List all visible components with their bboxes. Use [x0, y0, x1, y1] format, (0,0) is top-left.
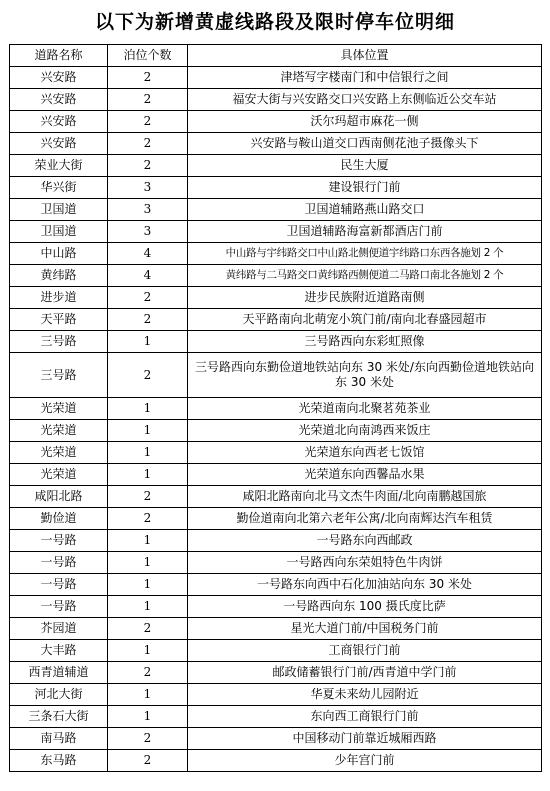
table-row	[10, 706, 542, 728]
road-cell: 一号路	[10, 530, 108, 552]
road-cell: 卫国道	[10, 199, 108, 221]
count-cell: 2	[108, 618, 188, 640]
table-row	[10, 265, 542, 287]
parking-table	[9, 44, 542, 772]
table-row	[10, 750, 542, 772]
location-cell: 东向西工商银行门前	[188, 706, 542, 728]
count-cell: 2	[108, 508, 188, 530]
location-cell: 卫国道辅路海富新都酒店门前	[188, 221, 542, 243]
location-cell: 兴安路与鞍山道交口西南侧花池子摄像头下	[188, 133, 542, 155]
count-cell: 4	[108, 243, 188, 265]
table-row	[10, 89, 542, 111]
count-cell: 1	[108, 420, 188, 442]
table-row	[10, 508, 542, 530]
table-row	[10, 287, 542, 309]
location-cell: 黄纬路与二马路交口黄纬路西侧便道二马路口南北各施划 2 个	[188, 265, 542, 287]
location-cell: 星光大道门前/中国税务门前	[188, 618, 542, 640]
table-row	[10, 618, 542, 640]
location-cell: 一号路西向东荣姐特色牛肉饼	[188, 552, 542, 574]
table-row	[10, 67, 542, 89]
table-row	[10, 133, 542, 155]
count-cell: 1	[108, 596, 188, 618]
road-cell: 芥园道	[10, 618, 108, 640]
count-cell: 1	[108, 331, 188, 353]
table-header-row	[10, 45, 542, 67]
road-cell: 兴安路	[10, 67, 108, 89]
location-cell: 邮政储蓄银行门前/西青道中学门前	[188, 662, 542, 684]
road-cell: 勤俭道	[10, 508, 108, 530]
table-row	[10, 111, 542, 133]
count-cell: 2	[108, 353, 188, 398]
road-cell: 兴安路	[10, 111, 108, 133]
table-row	[10, 155, 542, 177]
location-cell: 民生大厦	[188, 155, 542, 177]
table-row	[10, 221, 542, 243]
table-row	[10, 464, 542, 486]
table-row	[10, 243, 542, 265]
location-cell: 三号路西向东勤俭道地铁站向东 30 米处/东向西勤俭道地铁站向东 30 米处	[188, 353, 542, 398]
table-row	[10, 530, 542, 552]
count-cell: 2	[108, 309, 188, 331]
road-cell: 兴安路	[10, 89, 108, 111]
location-cell: 光荣道北向南鸿西来饭庄	[188, 420, 542, 442]
header-road-name: 道路名称	[10, 45, 108, 67]
count-cell: 2	[108, 155, 188, 177]
road-cell: 光荣道	[10, 442, 108, 464]
table-row	[10, 442, 542, 464]
location-cell: 光荣道南向北聚茗苑茶业	[188, 398, 542, 420]
road-cell: 一号路	[10, 596, 108, 618]
table-row	[10, 420, 542, 442]
location-cell: 工商银行门前	[188, 640, 542, 662]
road-cell: 光荣道	[10, 398, 108, 420]
table-row	[10, 353, 542, 398]
table-row	[10, 331, 542, 353]
road-cell: 南马路	[10, 728, 108, 750]
count-cell: 1	[108, 464, 188, 486]
page-title: 以下为新增黄虚线路段及限时停车位明细	[94, 11, 455, 33]
table-row	[10, 309, 542, 331]
table-row	[10, 662, 542, 684]
location-cell: 中山路与宇纬路交口中山路北侧便道宇纬路口东西各施划 2 个	[188, 243, 542, 265]
road-cell: 华兴街	[10, 177, 108, 199]
road-cell: 兴安路	[10, 133, 108, 155]
count-cell: 4	[108, 265, 188, 287]
location-cell: 中国移动门前靠近城厢西路	[188, 728, 542, 750]
count-cell: 2	[108, 728, 188, 750]
road-cell: 东马路	[10, 750, 108, 772]
header-location: 具体位置	[188, 45, 542, 67]
location-cell: 咸阳北路南向北马文杰牛肉面/北向南鹏越国旅	[188, 486, 542, 508]
count-cell: 3	[108, 199, 188, 221]
table-row	[10, 486, 542, 508]
location-cell: 华夏未来幼儿园附近	[188, 684, 542, 706]
table-row	[10, 398, 542, 420]
count-cell: 2	[108, 133, 188, 155]
count-cell: 3	[108, 221, 188, 243]
table-row	[10, 199, 542, 221]
count-cell: 1	[108, 684, 188, 706]
road-cell: 黄纬路	[10, 265, 108, 287]
road-cell: 大丰路	[10, 640, 108, 662]
count-cell: 2	[108, 67, 188, 89]
road-cell: 天平路	[10, 309, 108, 331]
table-row	[10, 574, 542, 596]
road-cell: 光荣道	[10, 464, 108, 486]
count-cell: 1	[108, 530, 188, 552]
location-cell: 卫国道辅路燕山路交口	[188, 199, 542, 221]
road-cell: 河北大街	[10, 684, 108, 706]
road-cell: 三号路	[10, 353, 108, 398]
road-cell: 三号路	[10, 331, 108, 353]
location-cell: 福安大街与兴安路交口兴安路上东侧临近公交车站	[188, 89, 542, 111]
road-cell: 一号路	[10, 574, 108, 596]
location-cell: 光荣道东向西馨品水果	[188, 464, 542, 486]
location-cell: 建设银行门前	[188, 177, 542, 199]
location-cell: 一号路东向西邮政	[188, 530, 542, 552]
location-cell: 一号路西向东 100 摄氏度比萨	[188, 596, 542, 618]
count-cell: 1	[108, 552, 188, 574]
location-cell: 少年宫门前	[188, 750, 542, 772]
count-cell: 1	[108, 640, 188, 662]
location-cell: 进步民族附近道路南侧	[188, 287, 542, 309]
road-cell: 西青道辅道	[10, 662, 108, 684]
road-cell: 光荣道	[10, 420, 108, 442]
road-cell: 荣业大街	[10, 155, 108, 177]
count-cell: 1	[108, 574, 188, 596]
count-cell: 2	[108, 662, 188, 684]
header-berth-count: 泊位个数	[108, 45, 188, 67]
location-cell: 光荣道东向西老七饭馆	[188, 442, 542, 464]
location-cell: 三号路西向东彩虹照像	[188, 331, 542, 353]
count-cell: 2	[108, 486, 188, 508]
count-cell: 1	[108, 398, 188, 420]
count-cell: 2	[108, 287, 188, 309]
table-row	[10, 728, 542, 750]
count-cell: 1	[108, 706, 188, 728]
count-cell: 2	[108, 111, 188, 133]
table-row	[10, 640, 542, 662]
table-row	[10, 596, 542, 618]
location-cell: 一号路东向西中石化加油站向东 30 米处	[188, 574, 542, 596]
road-cell: 咸阳北路	[10, 486, 108, 508]
road-cell: 三条石大街	[10, 706, 108, 728]
count-cell: 3	[108, 177, 188, 199]
count-cell: 2	[108, 750, 188, 772]
road-cell: 一号路	[10, 552, 108, 574]
location-cell: 沃尔玛超市麻花一侧	[188, 111, 542, 133]
location-cell: 津塔写字楼南门和中信银行之间	[188, 67, 542, 89]
table-row	[10, 177, 542, 199]
count-cell: 1	[108, 442, 188, 464]
count-cell: 2	[108, 89, 188, 111]
table-row	[10, 552, 542, 574]
road-cell: 中山路	[10, 243, 108, 265]
table-row	[10, 684, 542, 706]
road-cell: 卫国道	[10, 221, 108, 243]
road-cell: 进步道	[10, 287, 108, 309]
location-cell: 天平路南向北萌宠小筑门前/南向北春盛园超市	[188, 309, 542, 331]
location-cell: 勤俭道南向北第六老年公寓/北向南辉达汽车租赁	[188, 508, 542, 530]
